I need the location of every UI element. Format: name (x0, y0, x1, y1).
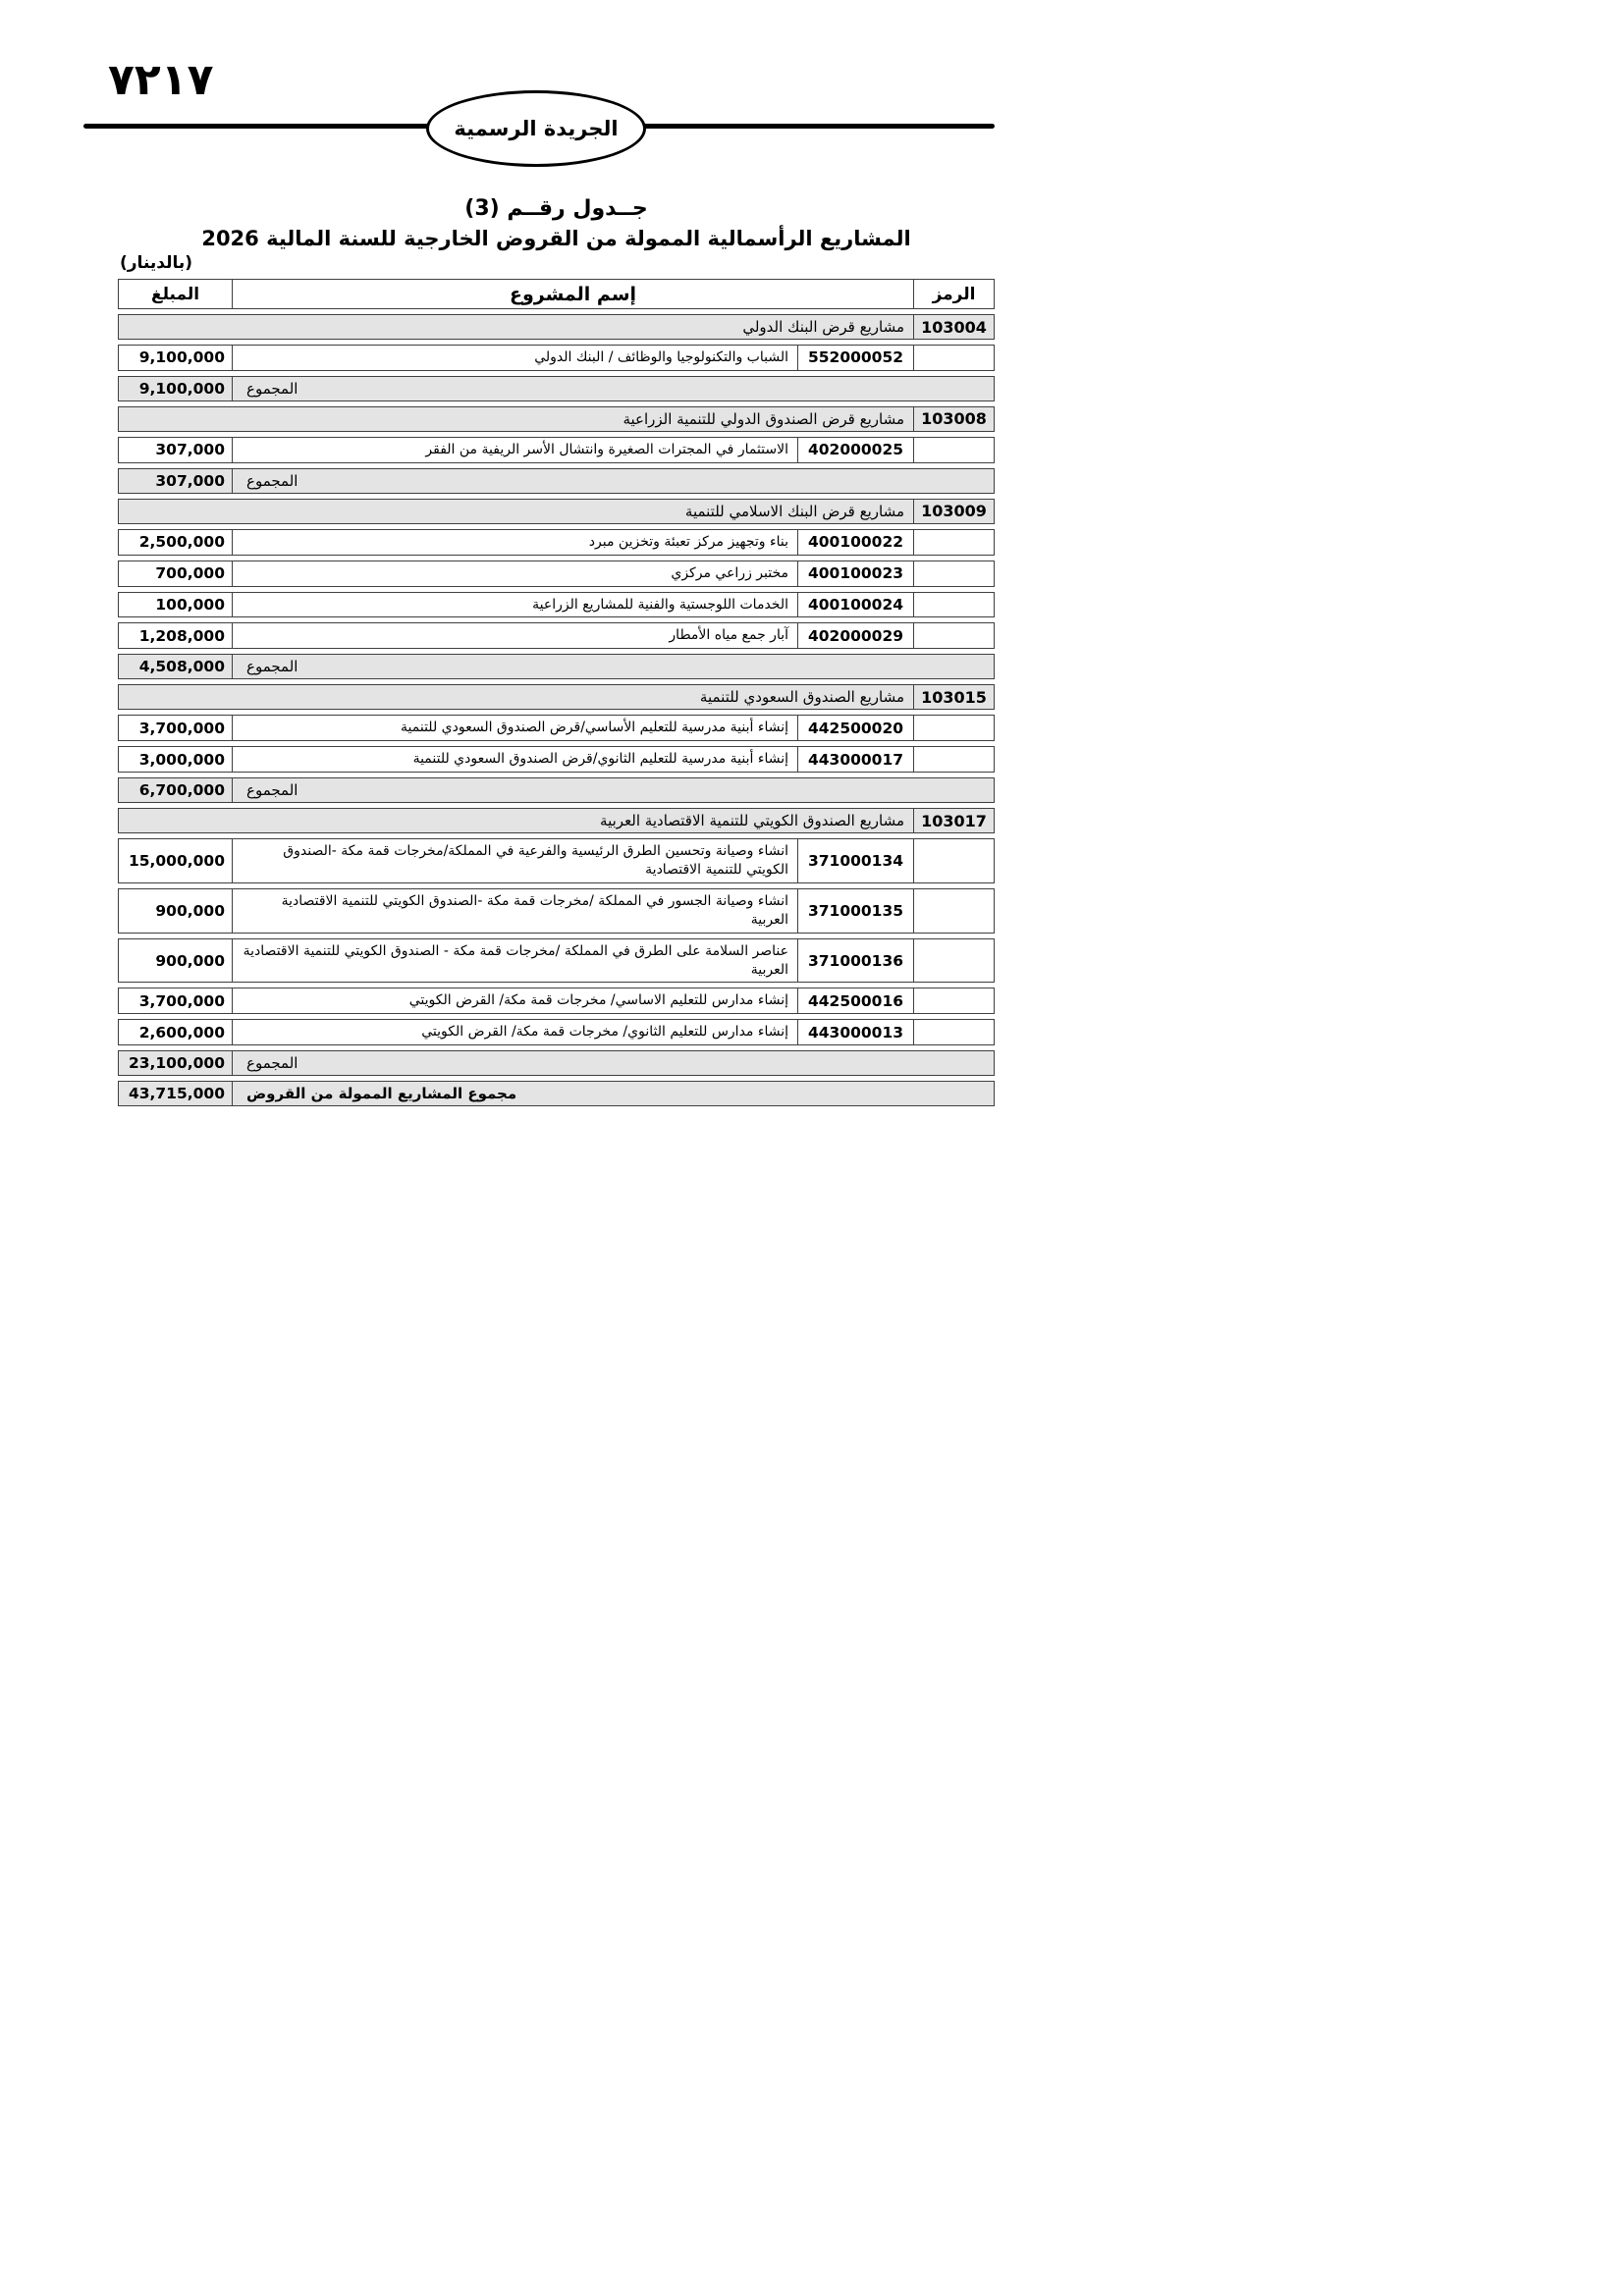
subtotal-row (118, 1050, 995, 1076)
project-row (118, 437, 995, 463)
group-header-row (118, 684, 995, 710)
gazette-seal (426, 90, 646, 167)
group-name: مشاريع قرض البنك الاسلامي للتنمية (684, 502, 904, 520)
group-header-row (118, 406, 995, 432)
empty-code-cell (913, 593, 994, 617)
project-row (118, 1019, 995, 1045)
project-row (118, 938, 995, 984)
grand-total-label: مجموع المشاريع الممولة من القروض (232, 1082, 994, 1105)
currency-note: (بالدينار) (120, 253, 193, 273)
table-subtitle: المشاريع الرأسمالية الممولة من القروض الخارجية للسنة المالية 2026 (201, 227, 911, 250)
project-amount: 700,000 (155, 564, 225, 583)
projects-table (118, 279, 995, 1106)
project-amount: 3,000,000 (138, 750, 225, 769)
project-amount: 3,700,000 (138, 719, 225, 737)
amount-column-header: المبلغ (150, 284, 200, 304)
project-row (118, 529, 995, 556)
group-code: 103015 (913, 685, 994, 709)
group-name: مشاريع قرض الصندوق الدولي للتنمية الزراعية (623, 409, 904, 428)
gazette-title: الجريدة الرسمية (454, 117, 619, 140)
project-row (118, 888, 995, 934)
group-header-row (118, 808, 995, 833)
name-column-header: إسم المشروع (232, 280, 913, 308)
table-title-block (118, 196, 995, 250)
project-amount: 2,600,000 (138, 1023, 225, 1041)
project-amount: 3,700,000 (138, 991, 225, 1010)
group-code: 103017 (913, 809, 994, 832)
project-row (118, 345, 995, 371)
project-amount: 1,208,000 (138, 626, 225, 645)
empty-code-cell (913, 530, 994, 555)
grand-total-row (118, 1081, 995, 1106)
subtotal-label: المجموع (232, 1051, 994, 1075)
empty-code-cell (913, 747, 994, 772)
project-name: إنشاء أبنية مدرسية للتعليم الأساسي/قرض الصندوق السعودي للتنمية (232, 716, 797, 740)
project-name: بناء وتجهيز مركز تعبئة وتخزين مبرد (232, 530, 797, 555)
project-row (118, 622, 995, 649)
project-name: انشاء وصيانة الجسور في المملكة /مخرجات قمة مكة -الصندوق الكويتي للتنمية الاقتصادية العربية (232, 889, 797, 933)
project-name: إنشاء أبنية مدرسية للتعليم الثانوي/قرض الصندوق السعودي للتنمية (232, 747, 797, 772)
subtotal-label: المجموع (232, 377, 994, 400)
project-code: 402000025 (797, 438, 913, 462)
project-amount: 2,500,000 (138, 533, 225, 552)
subtotal-amount: 6,700,000 (138, 781, 225, 800)
group-code: 103008 (913, 407, 994, 431)
empty-code-cell (913, 561, 994, 586)
table-header-row (118, 279, 995, 309)
empty-code-cell (913, 716, 994, 740)
subtotal-amount: 23,100,000 (128, 1054, 225, 1073)
project-name: إنشاء مدارس للتعليم الاساسي/ مخرجات قمة مكة/ القرض الكويتي (232, 988, 797, 1013)
project-code: 443000013 (797, 1020, 913, 1044)
project-name: إنشاء مدارس للتعليم الثانوي/ مخرجات قمة مكة/ القرض الكويتي (232, 1020, 797, 1044)
project-code: 371000134 (797, 839, 913, 882)
group-name: مشاريع الصندوق الكويتي للتنمية الاقتصادية العربية (600, 812, 904, 830)
project-row (118, 838, 995, 883)
project-code: 371000135 (797, 889, 913, 933)
subtotal-row (118, 777, 995, 803)
project-row (118, 592, 995, 618)
subtotal-label: المجموع (232, 655, 994, 678)
project-name: آبار جمع مياه الأمطار (232, 623, 797, 648)
empty-code-cell (913, 839, 994, 882)
project-name: عناصر السلامة على الطرق في المملكة /مخرجات قمة مكة - الصندوق الكويتي للتنمية الاقتصادية العربية (232, 939, 797, 983)
project-name: الشباب والتكنولوجيا والوظائف / البنك الدولي (232, 346, 797, 370)
project-row (118, 561, 995, 587)
project-row (118, 746, 995, 773)
subtotal-row (118, 468, 995, 494)
subtotal-row (118, 376, 995, 401)
empty-code-cell (913, 889, 994, 933)
project-code: 400100023 (797, 561, 913, 586)
project-name: مختبر زراعي مركزي (232, 561, 797, 586)
project-code: 402000029 (797, 623, 913, 648)
project-code: 552000052 (797, 346, 913, 370)
project-row (118, 988, 995, 1014)
project-name: الخدمات اللوجستية والفنية للمشاريع الزراعية (232, 593, 797, 617)
group-header-row (118, 499, 995, 524)
project-code: 442500016 (797, 988, 913, 1013)
project-amount: 307,000 (155, 441, 225, 459)
subtotal-row (118, 654, 995, 679)
group-name: مشاريع قرض البنك الدولي (742, 318, 904, 336)
empty-code-cell (913, 939, 994, 983)
empty-code-cell (913, 623, 994, 648)
project-name: الاستثمار في المجترات الصغيرة وانتشال الأسر الريفية من الفقر (232, 438, 797, 462)
project-row (118, 715, 995, 741)
subtotal-label: المجموع (232, 778, 994, 802)
group-name: مشاريع الصندوق السعودي للتنمية (699, 688, 904, 707)
empty-code-cell (913, 988, 994, 1013)
code-column-header: الرمز (913, 280, 994, 308)
empty-code-cell (913, 346, 994, 370)
subtotal-amount: 9,100,000 (138, 379, 225, 398)
project-amount: 9,100,000 (138, 348, 225, 367)
subtotal-label: المجموع (232, 469, 994, 493)
project-name: انشاء وصيانة وتحسين الطرق الرئيسية والفرعية في المملكة/مخرجات قمة مكة -الصندوق الكويتي للتنمية الاقتصادية (232, 839, 797, 882)
empty-code-cell (913, 438, 994, 462)
project-amount: 100,000 (155, 596, 225, 614)
project-code: 371000136 (797, 939, 913, 983)
group-code: 103004 (913, 315, 994, 339)
subtotal-amount: 307,000 (155, 471, 225, 490)
page-number: ٧٢١٧ (108, 55, 214, 105)
group-code: 103009 (913, 500, 994, 523)
project-amount: 15,000,000 (128, 852, 225, 871)
grand-total-amount: 43,715,000 (128, 1085, 225, 1103)
empty-code-cell (913, 1020, 994, 1044)
project-code: 442500020 (797, 716, 913, 740)
project-amount: 900,000 (155, 951, 225, 970)
group-header-row (118, 314, 995, 340)
table-title: جــدول رقــم (3) (464, 196, 648, 221)
project-code: 400100022 (797, 530, 913, 555)
project-code: 400100024 (797, 593, 913, 617)
project-amount: 900,000 (155, 901, 225, 920)
subtotal-amount: 4,508,000 (138, 658, 225, 676)
project-code: 443000017 (797, 747, 913, 772)
